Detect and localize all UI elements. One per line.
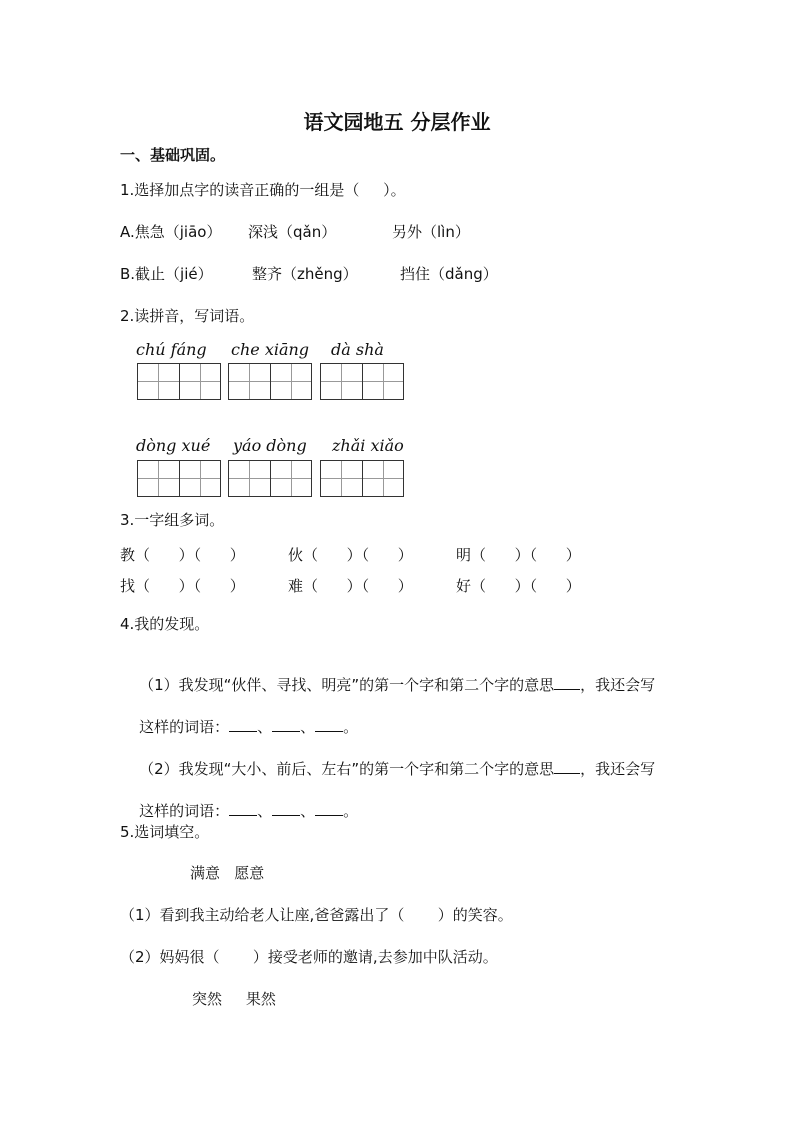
q1-option-b-2: 整齐（zhěng） xyxy=(252,265,358,283)
tianzige-box[interactable] xyxy=(228,363,312,400)
q2-stem: 2.读拼音，写词语。 xyxy=(120,307,255,325)
q1-option-b-3: 挡住（dǎng） xyxy=(400,265,498,283)
pinyin-6: zhǎi xiǎo xyxy=(332,436,404,455)
pinyin-2: che xiāng xyxy=(231,340,310,359)
q1-stem: 1.选择加点字的读音正确的一组是（ ）。 xyxy=(120,181,406,199)
q3-row2-item2[interactable]: 难（ ）（ ） xyxy=(288,577,413,595)
q1-option-b-1: B.截止（jié） xyxy=(120,265,213,283)
pinyin-3: dà shà xyxy=(331,340,384,359)
tianzige-box[interactable] xyxy=(228,460,312,497)
q1-option-a-1: A.焦急（jiāo） xyxy=(120,223,222,241)
answer-blank[interactable] xyxy=(229,717,257,732)
q3-row2-item3[interactable]: 好（ ）（ ） xyxy=(456,577,581,595)
separator: 、 xyxy=(300,802,316,820)
pinyin-5: yáo dòng xyxy=(233,436,307,455)
period: 。 xyxy=(343,802,359,820)
tianzige-box[interactable] xyxy=(137,460,221,497)
answer-blank[interactable] xyxy=(315,717,343,732)
words-label: 这样的词语： xyxy=(139,718,230,736)
q3-row1-item1[interactable]: 教（ ）（ ） xyxy=(120,546,245,564)
q4-stem: 4.我的发现。 xyxy=(120,615,210,633)
tianzige-box[interactable] xyxy=(320,363,404,400)
q4-part2-text-tail: ，我还会写 xyxy=(580,760,656,778)
q3-stem: 3.一字组多词。 xyxy=(120,511,225,529)
tianzige-box[interactable] xyxy=(137,363,221,400)
answer-blank[interactable] xyxy=(554,759,580,774)
q5-word-choices-2: 突然 果然 xyxy=(192,990,276,1008)
answer-blank[interactable] xyxy=(315,801,343,816)
separator: 、 xyxy=(257,718,273,736)
words-label: 这样的词语： xyxy=(139,802,230,820)
q3-row1-item2[interactable]: 伙（ ）（ ） xyxy=(288,546,413,564)
separator: 、 xyxy=(300,718,316,736)
q3-row1-item3[interactable]: 明（ ）（ ） xyxy=(456,546,581,564)
answer-blank[interactable] xyxy=(272,801,300,816)
q5-word-choices-1: 满意 愿意 xyxy=(190,864,265,882)
period: 。 xyxy=(343,718,359,736)
separator: 、 xyxy=(257,802,273,820)
answer-blank[interactable] xyxy=(229,801,257,816)
q1-option-a-3: 另外（lìn） xyxy=(392,223,470,241)
q5-sentence-2[interactable]: （2）妈妈很（ ）接受老师的邀请,去参加中队活动。 xyxy=(120,948,498,966)
tianzige-box[interactable] xyxy=(320,460,404,497)
pinyin-4: dòng xué xyxy=(136,436,211,455)
q5-stem: 5.选词填空。 xyxy=(120,823,210,841)
q4-part2-text: （2）我发现“大小、前后、左右”的第一个字和第二个字的意思 xyxy=(139,760,555,778)
answer-blank[interactable] xyxy=(272,717,300,732)
q4-part1-text-tail: ，我还会写 xyxy=(580,676,656,694)
answer-blank[interactable] xyxy=(554,675,580,690)
q1-option-a-2: 深浅（qǎn） xyxy=(248,223,337,241)
section-heading: 一、基础巩固。 xyxy=(120,146,226,164)
q3-row2-item1[interactable]: 找（ ）（ ） xyxy=(120,577,245,595)
page-title: 语文园地五 分层作业 xyxy=(303,110,491,134)
pinyin-1: chú fáng xyxy=(136,340,207,359)
q4-part1-text: （1）我发现“伙伴、寻找、明亮”的第一个字和第二个字的意思 xyxy=(139,676,555,694)
q5-sentence-1[interactable]: （1）看到我主动给老人让座,爸爸露出了（ ）的笑容。 xyxy=(120,906,513,924)
